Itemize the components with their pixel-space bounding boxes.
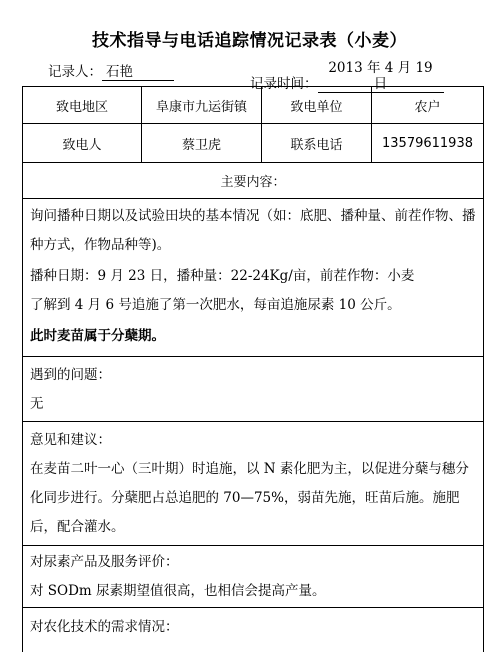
record-table — [22, 86, 484, 652]
needs-section — [30, 613, 477, 642]
main-content-line-2: 播种日期：9 月 23 日，播种量：22-24Kg/亩，前茬作物：小麦 — [30, 268, 415, 284]
page-title: 技术指导与电话追踪情况记录表（小麦） — [92, 31, 407, 51]
advice-label: 意见和建议： — [30, 432, 111, 448]
caller-label: 致电人 — [62, 137, 102, 153]
divider — [23, 545, 483, 546]
problems-value: 无 — [30, 396, 44, 412]
main-content-line-4: 此时麦苗属于分蘖期。 — [30, 328, 165, 344]
recorder-field — [48, 60, 174, 81]
divider — [23, 356, 483, 357]
advice-text: 在麦苗二叶一心（三叶期）时追施，以 N 素化肥为主，以促进分蘖与穗分化同步进行。分蘖肥占总追肥的 70—75%，弱苗先施，旺苗后施。施肥后，配合灌水。 — [30, 461, 469, 535]
table-row-region — [23, 87, 483, 124]
main-content-line-3: 了解到 4 月 6 号追施了第一次肥水，每亩追施尿素 10 公斤。 — [30, 297, 401, 313]
caller-value: 蔡卫虎 — [141, 124, 261, 162]
table-row-caller — [23, 124, 483, 163]
main-content-line-1: 询问播种日期以及试验田块的基本情况（如：底肥、播种量、前茬作物、播种方式，作物品种等)。 — [30, 208, 476, 253]
record-time-value: 2013 年 4 月 19 日 — [318, 60, 444, 93]
evaluation-section — [30, 548, 477, 606]
unit-label: 致电单位 — [261, 87, 371, 123]
advice-section — [30, 426, 477, 542]
main-content-body — [30, 202, 477, 351]
evaluation-value: 对 SODm 尿素期望值很高，也相信会提高产量。 — [30, 583, 326, 599]
region-value: 阜康市九运街镇 — [141, 87, 261, 123]
evaluation-label: 对尿素产品及服务评价： — [30, 554, 179, 570]
recorder-value: 石艳 — [102, 64, 174, 81]
problems-label: 遇到的问题： — [30, 367, 111, 383]
main-content-header-row — [23, 163, 483, 199]
divider — [23, 607, 483, 608]
problems-section — [30, 361, 477, 419]
divider — [23, 421, 483, 422]
unit-value: 农户 — [371, 87, 483, 123]
record-time-label: 记录时间： — [250, 76, 318, 92]
region-label: 致电地区 — [55, 99, 108, 115]
main-content-header: 主要内容： — [220, 175, 286, 190]
recorder-label: 记录人： — [48, 64, 102, 80]
phone-value: 13579611938 — [371, 124, 483, 162]
needs-label: 对农化技术的需求情况： — [30, 619, 179, 635]
phone-label: 联系电话 — [261, 124, 371, 162]
